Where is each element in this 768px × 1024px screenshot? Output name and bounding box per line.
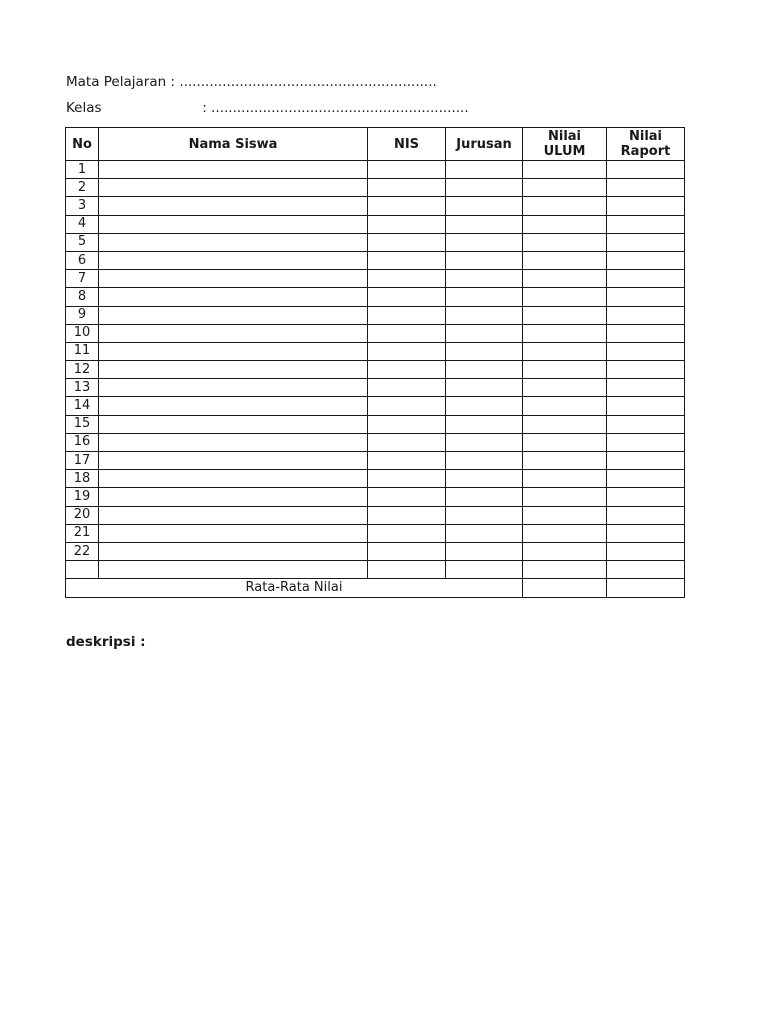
jurusan-cell[interactable] [446, 324, 523, 342]
jurusan-cell[interactable] [446, 251, 523, 269]
row-number-cell: 4 [66, 215, 99, 233]
row-number-cell: 22 [66, 542, 99, 560]
row-number-cell: 12 [66, 361, 99, 379]
nilai-ulum-cell[interactable] [523, 233, 607, 251]
mata-pelajaran-field[interactable]: ............................................................ [179, 74, 437, 90]
table-body [66, 161, 685, 579]
row-number-cell: 5 [66, 233, 99, 251]
mata-pelajaran-line [66, 74, 437, 90]
nilai-raport-cell[interactable] [607, 233, 685, 251]
nilai-raport-cell[interactable] [607, 561, 685, 579]
jurusan-cell[interactable] [446, 452, 523, 470]
nilai-raport-cell[interactable] [607, 542, 685, 560]
table-row [66, 542, 685, 560]
nama-siswa-cell[interactable] [99, 233, 368, 251]
nis-cell[interactable] [368, 270, 446, 288]
row-number-cell [66, 561, 99, 579]
nilai-raport-cell[interactable] [607, 524, 685, 542]
nama-siswa-cell[interactable] [99, 470, 368, 488]
jurusan-cell[interactable] [446, 470, 523, 488]
jurusan-cell[interactable] [446, 197, 523, 215]
nilai-raport-cell[interactable] [607, 470, 685, 488]
column-header-jurusan: Jurusan [446, 128, 523, 161]
nilai-raport-cell[interactable] [607, 324, 685, 342]
nis-cell[interactable] [368, 433, 446, 451]
nama-siswa-cell[interactable] [99, 270, 368, 288]
jurusan-cell[interactable] [446, 161, 523, 179]
nama-siswa-cell[interactable] [99, 488, 368, 506]
column-header-no: No [66, 128, 99, 161]
nilai-ulum-cell[interactable] [523, 415, 607, 433]
table-row [66, 397, 685, 415]
nilai-ulum-cell[interactable] [523, 161, 607, 179]
jurusan-cell[interactable] [446, 524, 523, 542]
table-row [66, 433, 685, 451]
jurusan-cell[interactable] [446, 215, 523, 233]
average-nilai-ulum-cell[interactable] [523, 579, 607, 597]
grade-table [65, 127, 685, 598]
nilai-ulum-cell[interactable] [523, 179, 607, 197]
nilai-raport-cell[interactable] [607, 488, 685, 506]
jurusan-cell[interactable] [446, 561, 523, 579]
nis-cell[interactable] [368, 342, 446, 360]
nilai-raport-cell[interactable] [607, 452, 685, 470]
nilai-ulum-cell[interactable] [523, 324, 607, 342]
average-label: Rata-Rata Nilai [66, 579, 523, 597]
jurusan-cell[interactable] [446, 179, 523, 197]
nis-cell[interactable] [368, 524, 446, 542]
row-number-cell: 18 [66, 470, 99, 488]
nilai-ulum-cell[interactable] [523, 306, 607, 324]
nilai-raport-cell[interactable] [607, 179, 685, 197]
nilai-ulum-cell[interactable] [523, 452, 607, 470]
nama-siswa-cell[interactable] [99, 161, 368, 179]
nama-siswa-cell[interactable] [99, 542, 368, 560]
table-row [66, 379, 685, 397]
nilai-ulum-cell[interactable] [523, 506, 607, 524]
column-header-nilai-raport [607, 128, 685, 161]
nama-siswa-cell[interactable] [99, 561, 368, 579]
deskripsi-label: deskripsi : [66, 634, 146, 650]
table-row [66, 233, 685, 251]
nis-cell[interactable] [368, 542, 446, 560]
row-number-cell: 19 [66, 488, 99, 506]
average-row [66, 579, 685, 597]
nilai-ulum-cell[interactable] [523, 288, 607, 306]
nis-cell[interactable] [368, 197, 446, 215]
jurusan-cell[interactable] [446, 397, 523, 415]
nama-siswa-cell[interactable] [99, 361, 368, 379]
nilai-ulum-line2: ULUM [543, 144, 586, 159]
row-number-cell: 21 [66, 524, 99, 542]
nama-siswa-cell[interactable] [99, 433, 368, 451]
row-number-cell: 16 [66, 433, 99, 451]
nilai-ulum-cell[interactable] [523, 215, 607, 233]
nilai-raport-cell[interactable] [607, 397, 685, 415]
nilai-ulum-cell[interactable] [523, 470, 607, 488]
table-row [66, 324, 685, 342]
nilai-raport-cell[interactable] [607, 161, 685, 179]
nis-cell[interactable] [368, 251, 446, 269]
jurusan-cell[interactable] [446, 542, 523, 560]
nilai-ulum-cell[interactable] [523, 433, 607, 451]
nilai-raport-cell[interactable] [607, 506, 685, 524]
jurusan-cell[interactable] [446, 288, 523, 306]
nama-siswa-cell[interactable] [99, 179, 368, 197]
nis-cell[interactable] [368, 452, 446, 470]
jurusan-cell[interactable] [446, 233, 523, 251]
row-number-cell: 14 [66, 397, 99, 415]
jurusan-cell[interactable] [446, 306, 523, 324]
column-header-nama-siswa: Nama Siswa [99, 128, 368, 161]
row-number-cell: 17 [66, 452, 99, 470]
nis-cell[interactable] [368, 397, 446, 415]
table-row [66, 306, 685, 324]
nilai-ulum-cell[interactable] [523, 397, 607, 415]
row-number-cell: 10 [66, 324, 99, 342]
nis-cell[interactable] [368, 233, 446, 251]
jurusan-cell[interactable] [446, 433, 523, 451]
row-number-cell: 6 [66, 251, 99, 269]
jurusan-cell[interactable] [446, 488, 523, 506]
jurusan-cell[interactable] [446, 361, 523, 379]
average-nilai-raport-cell[interactable] [607, 579, 685, 597]
nilai-ulum-line1: Nilai [547, 129, 582, 144]
nilai-ulum-cell[interactable] [523, 379, 607, 397]
nama-siswa-cell[interactable] [99, 524, 368, 542]
table-row [66, 524, 685, 542]
table-row [66, 270, 685, 288]
nilai-raport-cell[interactable] [607, 361, 685, 379]
nama-siswa-cell[interactable] [99, 506, 368, 524]
nilai-ulum-cell[interactable] [523, 342, 607, 360]
nilai-raport-line2: Raport [620, 144, 671, 159]
table-row [66, 342, 685, 360]
jurusan-cell[interactable] [446, 342, 523, 360]
nama-siswa-cell[interactable] [99, 397, 368, 415]
nilai-ulum-cell[interactable] [523, 197, 607, 215]
kelas-line [66, 100, 469, 116]
nis-cell[interactable] [368, 324, 446, 342]
nilai-raport-cell[interactable] [607, 379, 685, 397]
nilai-raport-cell[interactable] [607, 433, 685, 451]
nis-cell[interactable] [368, 506, 446, 524]
nis-cell[interactable] [368, 288, 446, 306]
nama-siswa-cell[interactable] [99, 379, 368, 397]
row-number-cell: 20 [66, 506, 99, 524]
nis-cell[interactable] [368, 215, 446, 233]
table-row [66, 488, 685, 506]
row-number-cell: 13 [66, 379, 99, 397]
nilai-ulum-cell[interactable] [523, 361, 607, 379]
row-number-cell: 7 [66, 270, 99, 288]
nis-cell[interactable] [368, 488, 446, 506]
nilai-ulum-cell[interactable] [523, 524, 607, 542]
jurusan-cell[interactable] [446, 506, 523, 524]
table-row [66, 415, 685, 433]
table-row [66, 506, 685, 524]
table-row [66, 197, 685, 215]
table-row [66, 288, 685, 306]
jurusan-cell[interactable] [446, 379, 523, 397]
nama-siswa-cell[interactable] [99, 215, 368, 233]
row-number-cell: 15 [66, 415, 99, 433]
nilai-raport-cell[interactable] [607, 342, 685, 360]
nama-siswa-cell[interactable] [99, 324, 368, 342]
nis-cell[interactable] [368, 161, 446, 179]
nilai-raport-line1: Nilai [628, 129, 663, 144]
nilai-ulum-cell[interactable] [523, 270, 607, 288]
column-header-nis: NIS [368, 128, 446, 161]
nama-siswa-cell[interactable] [99, 251, 368, 269]
nilai-ulum-cell[interactable] [523, 542, 607, 560]
nilai-raport-cell[interactable] [607, 415, 685, 433]
nis-cell[interactable] [368, 179, 446, 197]
nama-siswa-cell[interactable] [99, 306, 368, 324]
kelas-field[interactable]: : ............................................................ [202, 100, 469, 116]
nilai-ulum-cell[interactable] [523, 488, 607, 506]
nilai-ulum-cell[interactable] [523, 251, 607, 269]
nis-cell[interactable] [368, 379, 446, 397]
table-row [66, 161, 685, 179]
nama-siswa-cell[interactable] [99, 415, 368, 433]
nis-cell[interactable] [368, 470, 446, 488]
jurusan-cell[interactable] [446, 270, 523, 288]
row-number-cell: 1 [66, 161, 99, 179]
nilai-raport-cell[interactable] [607, 288, 685, 306]
nama-siswa-cell[interactable] [99, 288, 368, 306]
nama-siswa-cell[interactable] [99, 342, 368, 360]
row-number-cell: 8 [66, 288, 99, 306]
mata-pelajaran-label: Mata Pelajaran : [66, 74, 176, 90]
table-header-row [66, 128, 685, 161]
table-row [66, 561, 685, 579]
nilai-raport-cell[interactable] [607, 197, 685, 215]
table-row [66, 470, 685, 488]
table-row [66, 361, 685, 379]
nilai-ulum-cell[interactable] [523, 561, 607, 579]
jurusan-cell[interactable] [446, 415, 523, 433]
nama-siswa-cell[interactable] [99, 197, 368, 215]
table-row [66, 251, 685, 269]
table-row [66, 215, 685, 233]
column-header-nilai-ulum [523, 128, 607, 161]
nilai-raport-cell[interactable] [607, 251, 685, 269]
nis-cell[interactable] [368, 361, 446, 379]
row-number-cell: 9 [66, 306, 99, 324]
nilai-raport-cell[interactable] [607, 270, 685, 288]
nilai-raport-cell[interactable] [607, 215, 685, 233]
row-number-cell: 11 [66, 342, 99, 360]
nilai-raport-cell[interactable] [607, 306, 685, 324]
kelas-label: Kelas [66, 100, 102, 116]
row-number-cell: 2 [66, 179, 99, 197]
nama-siswa-cell[interactable] [99, 452, 368, 470]
row-number-cell: 3 [66, 197, 99, 215]
table-row [66, 452, 685, 470]
nis-cell[interactable] [368, 561, 446, 579]
nis-cell[interactable] [368, 306, 446, 324]
nis-cell[interactable] [368, 415, 446, 433]
table-row [66, 179, 685, 197]
